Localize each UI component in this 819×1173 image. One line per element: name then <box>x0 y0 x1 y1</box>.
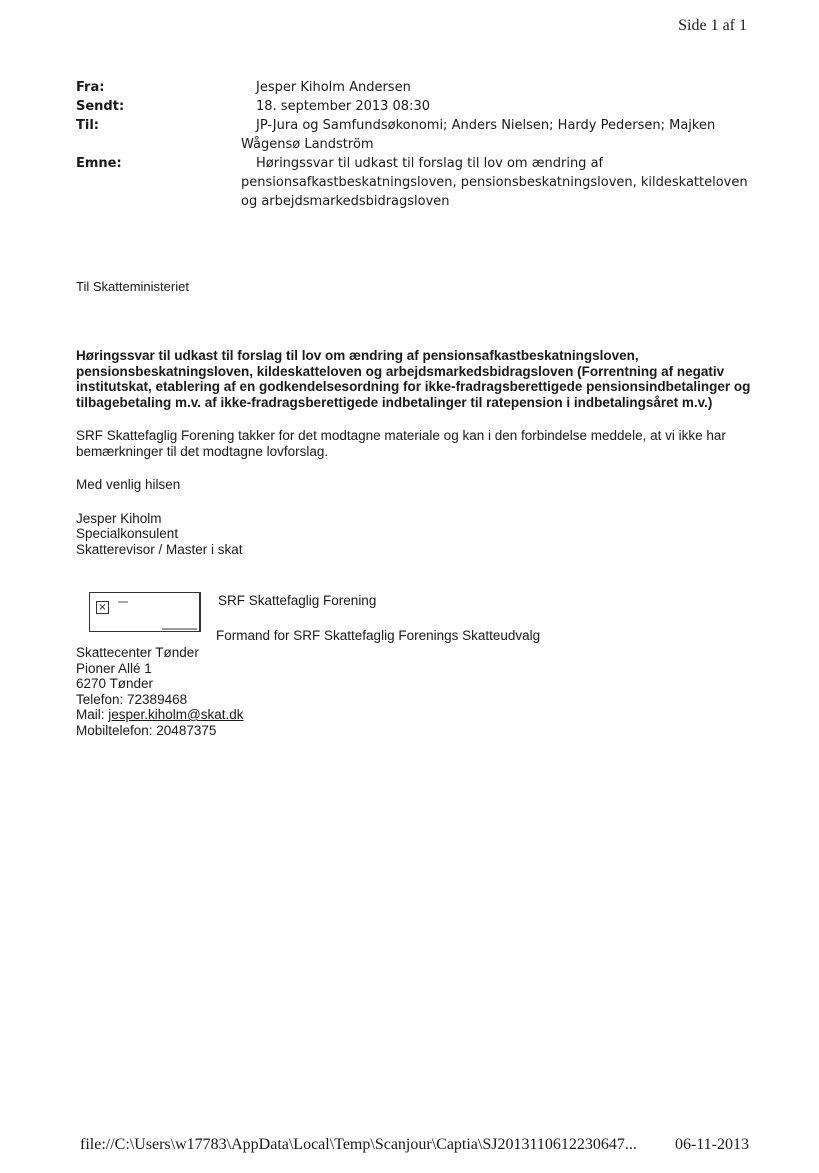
sent-value: 18. september 2013 08:30 <box>256 99 430 114</box>
letter-body <box>76 348 756 557</box>
address-center: Skattecenter Tønder <box>76 645 199 660</box>
footer-path: file://C:\Users\w17783\AppData\Local\Temp\Scanjour\Captia\SJ2013110612230647... <box>80 1136 637 1153</box>
closing: Med venlig hilsen <box>76 477 181 492</box>
page-number: Side 1 af 1 <box>678 17 747 34</box>
address-street: Pioner Allé 1 <box>76 660 152 676</box>
email-header <box>76 78 756 211</box>
subject-row <box>76 154 756 211</box>
to-row <box>76 116 756 154</box>
address-phone: Telefon: 72389468 <box>76 691 188 707</box>
page-footer <box>80 1136 749 1154</box>
org-name: SRF Skattefaglig Forening <box>218 593 377 608</box>
address-mobile: Mobiltelefon: 20487375 <box>76 722 217 738</box>
from-label: Fra: <box>76 80 105 95</box>
signature-qualification: Skatterevisor / Master i skat <box>76 541 243 557</box>
broken-image-icon: × <box>96 601 109 614</box>
sent-row <box>76 97 756 116</box>
signature-block <box>76 511 756 558</box>
signature-title: Specialkonsulent <box>76 526 179 541</box>
address-mail-line <box>76 707 244 723</box>
address-block <box>76 645 244 738</box>
letter-paragraph: SRF Skattefaglig Forening takker for det modtagne materiale og kan i den forbindelse meddele, at vi ikke har bemærkninger til det modtagne lovforslag. <box>76 428 726 459</box>
to-label: Til: <box>76 118 99 133</box>
org-role: Formand for SRF Skattefaglig Forenings Skatteudvalg <box>216 628 541 643</box>
address-city: 6270 Tønder <box>76 676 154 691</box>
from-value: Jesper Kiholm Andersen <box>256 80 411 95</box>
salutation: Til Skatteministeriet <box>76 279 189 294</box>
logo-placeholder <box>89 592 201 632</box>
footer-date: 06-11-2013 <box>674 1136 749 1153</box>
logo-placeholder-marks <box>90 593 199 631</box>
sent-label: Sendt: <box>76 99 125 114</box>
subject-label: Emne: <box>76 156 122 171</box>
letter-heading: Høringssvar til udkast til forslag til lov om ændring af pensionsafkastbeskatningsloven, pensionsbeskatningsloven, kildeskatteloven og arbejdsmarkedsbidragsloven (Forrentning af negativ institutskat, etablering af en godkendelsesordning for ikke-fradragsberettigede pensionsindbetalinger og tilbagebetaling m.v. af ikke-fradragsberettigede indbetalinger til ratepension i indbetalingsåret m.v.) <box>76 348 751 410</box>
signature-name: Jesper Kiholm <box>76 510 162 526</box>
mail-label: Mail: <box>76 707 109 722</box>
subject-value: Høringssvar til udkast til forslag til lov om ændring af pensionsafkastbeskatningsloven, pensionsbeskatningsloven, kildeskatteloven og arbejdsmarkedsbidragsloven <box>241 156 748 209</box>
from-row <box>76 78 756 97</box>
to-value: JP-Jura og Samfundsøkonomi; Anders Nielsen; Hardy Pedersen; Majken Wågensø Landström <box>241 118 716 152</box>
email-link[interactable]: jesper.kiholm@skat.dk <box>108 707 244 722</box>
